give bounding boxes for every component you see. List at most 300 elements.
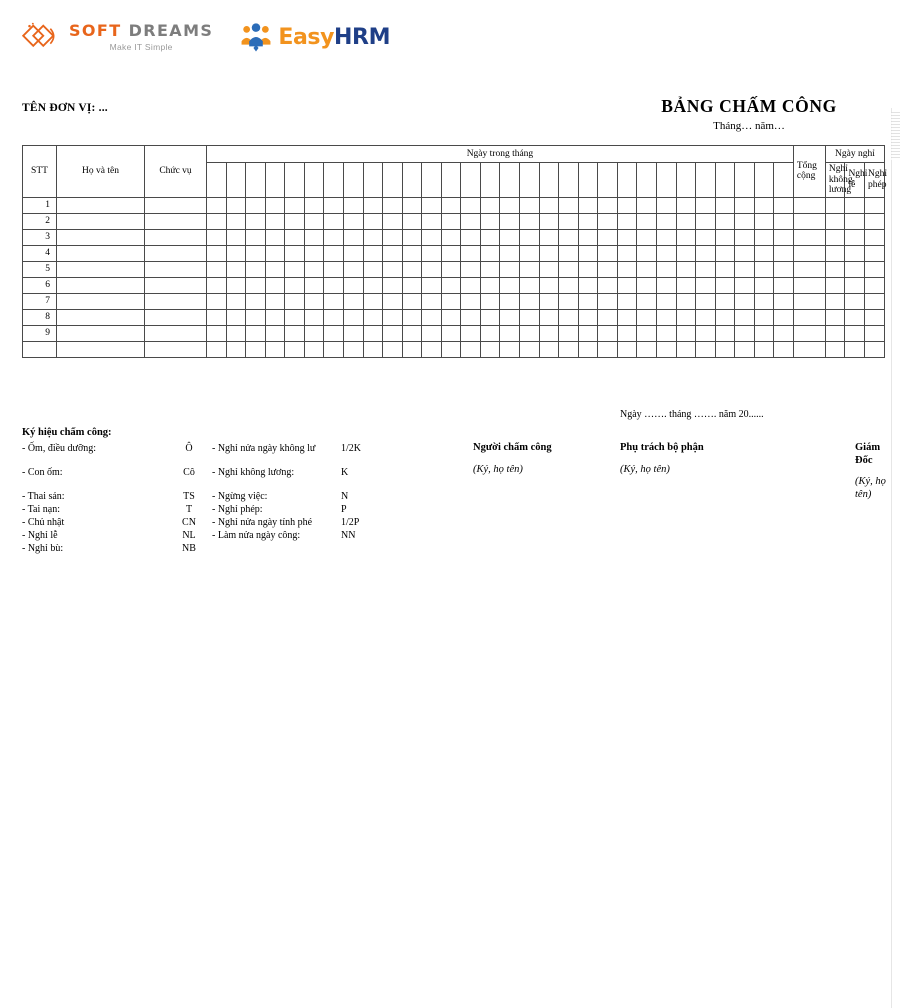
cell-day[interactable] <box>441 213 461 229</box>
cell-day[interactable] <box>402 245 422 261</box>
cell-day[interactable] <box>735 229 755 245</box>
cell-day[interactable] <box>246 229 266 245</box>
cell-day[interactable] <box>324 309 344 325</box>
cell-day[interactable] <box>774 341 794 357</box>
cell-total[interactable] <box>793 213 825 229</box>
cell-day[interactable] <box>304 197 324 213</box>
cell-day[interactable] <box>363 309 383 325</box>
cell-leave-unpaid[interactable] <box>825 229 845 245</box>
cell-day[interactable] <box>343 309 363 325</box>
cell-day[interactable] <box>598 261 618 277</box>
cell-day[interactable] <box>774 229 794 245</box>
cell-day[interactable] <box>520 309 540 325</box>
cell-day[interactable] <box>441 341 461 357</box>
cell-total[interactable] <box>793 277 825 293</box>
cell-day[interactable] <box>246 213 266 229</box>
cell-day[interactable] <box>285 261 305 277</box>
cell-day[interactable] <box>265 293 285 309</box>
cell-day[interactable] <box>578 309 598 325</box>
cell-day[interactable] <box>637 341 657 357</box>
cell-leave-annual[interactable] <box>865 325 885 341</box>
cell-day[interactable] <box>774 245 794 261</box>
cell-day[interactable] <box>363 325 383 341</box>
cell-day[interactable] <box>207 341 227 357</box>
cell-day[interactable] <box>402 229 422 245</box>
cell-day[interactable] <box>441 325 461 341</box>
cell-day[interactable] <box>500 229 520 245</box>
cell-day[interactable] <box>578 229 598 245</box>
cell-day[interactable] <box>578 261 598 277</box>
cell-day[interactable] <box>441 229 461 245</box>
cell-day[interactable] <box>500 213 520 229</box>
cell-leave-holiday[interactable] <box>845 229 865 245</box>
scrollbar-artifact[interactable] <box>891 112 900 160</box>
cell-day[interactable] <box>676 341 696 357</box>
cell-day[interactable] <box>246 293 266 309</box>
cell-role[interactable] <box>145 325 207 341</box>
cell-name[interactable] <box>57 229 145 245</box>
cell-day[interactable] <box>774 325 794 341</box>
cell-leave-holiday[interactable] <box>845 309 865 325</box>
cell-day[interactable] <box>735 309 755 325</box>
cell-day[interactable] <box>461 213 481 229</box>
cell-day[interactable] <box>383 341 403 357</box>
cell-total[interactable] <box>793 325 825 341</box>
cell-day[interactable] <box>676 245 696 261</box>
cell-leave-annual[interactable] <box>865 213 885 229</box>
cell-total[interactable] <box>793 245 825 261</box>
cell-day[interactable] <box>207 325 227 341</box>
cell-day[interactable] <box>285 341 305 357</box>
cell-day[interactable] <box>441 277 461 293</box>
cell-day[interactable] <box>304 341 324 357</box>
cell-leave-holiday[interactable] <box>845 213 865 229</box>
cell-day[interactable] <box>656 277 676 293</box>
cell-day[interactable] <box>715 309 735 325</box>
cell-leave-holiday[interactable] <box>845 277 865 293</box>
cell-day[interactable] <box>676 325 696 341</box>
cell-day[interactable] <box>304 213 324 229</box>
cell-day[interactable] <box>226 293 246 309</box>
cell-day[interactable] <box>774 213 794 229</box>
cell-day[interactable] <box>207 245 227 261</box>
cell-day[interactable] <box>696 293 716 309</box>
cell-day[interactable] <box>715 293 735 309</box>
cell-name[interactable] <box>57 325 145 341</box>
cell-day[interactable] <box>363 341 383 357</box>
cell-day[interactable] <box>617 213 637 229</box>
cell-day[interactable] <box>363 245 383 261</box>
cell-day[interactable] <box>285 213 305 229</box>
cell-day[interactable] <box>207 261 227 277</box>
cell-day[interactable] <box>559 245 579 261</box>
cell-day[interactable] <box>441 293 461 309</box>
cell-leave-annual[interactable] <box>865 229 885 245</box>
cell-day[interactable] <box>363 213 383 229</box>
cell-day[interactable] <box>441 309 461 325</box>
cell-day[interactable] <box>304 229 324 245</box>
cell-day[interactable] <box>598 213 618 229</box>
cell-leave-annual[interactable] <box>865 341 885 357</box>
cell-day[interactable] <box>774 293 794 309</box>
cell-day[interactable] <box>559 293 579 309</box>
cell-day[interactable] <box>520 293 540 309</box>
cell-day[interactable] <box>246 197 266 213</box>
cell-day[interactable] <box>578 293 598 309</box>
cell-day[interactable] <box>617 293 637 309</box>
cell-day[interactable] <box>422 245 442 261</box>
cell-day[interactable] <box>696 245 716 261</box>
cell-day[interactable] <box>500 293 520 309</box>
cell-day[interactable] <box>383 245 403 261</box>
cell-leave-annual[interactable] <box>865 309 885 325</box>
cell-day[interactable] <box>539 277 559 293</box>
cell-day[interactable] <box>520 341 540 357</box>
cell-day[interactable] <box>617 309 637 325</box>
cell-day[interactable] <box>754 325 774 341</box>
cell-day[interactable] <box>598 277 618 293</box>
cell-leave-holiday[interactable] <box>845 293 865 309</box>
cell-day[interactable] <box>715 341 735 357</box>
cell-day[interactable] <box>422 197 442 213</box>
cell-day[interactable] <box>559 261 579 277</box>
cell-day[interactable] <box>207 277 227 293</box>
cell-total[interactable] <box>793 229 825 245</box>
cell-day[interactable] <box>656 197 676 213</box>
cell-day[interactable] <box>578 213 598 229</box>
cell-day[interactable] <box>578 277 598 293</box>
cell-day[interactable] <box>754 277 774 293</box>
cell-day[interactable] <box>520 245 540 261</box>
cell-day[interactable] <box>324 197 344 213</box>
cell-day[interactable] <box>520 229 540 245</box>
cell-day[interactable] <box>343 293 363 309</box>
cell-day[interactable] <box>754 229 774 245</box>
cell-day[interactable] <box>774 197 794 213</box>
cell-day[interactable] <box>461 293 481 309</box>
cell-day[interactable] <box>539 245 559 261</box>
cell-day[interactable] <box>754 261 774 277</box>
cell-day[interactable] <box>304 325 324 341</box>
cell-day[interactable] <box>324 341 344 357</box>
cell-day[interactable] <box>539 325 559 341</box>
cell-day[interactable] <box>754 309 774 325</box>
cell-day[interactable] <box>735 341 755 357</box>
cell-day[interactable] <box>617 261 637 277</box>
cell-day[interactable] <box>265 277 285 293</box>
cell-leave-annual[interactable] <box>865 261 885 277</box>
cell-day[interactable] <box>226 213 246 229</box>
cell-name[interactable] <box>57 213 145 229</box>
cell-leave-holiday[interactable] <box>845 261 865 277</box>
cell-day[interactable] <box>402 325 422 341</box>
cell-day[interactable] <box>285 245 305 261</box>
cell-day[interactable] <box>422 309 442 325</box>
cell-role[interactable] <box>145 197 207 213</box>
cell-day[interactable] <box>696 325 716 341</box>
cell-day[interactable] <box>324 229 344 245</box>
cell-day[interactable] <box>480 293 500 309</box>
cell-day[interactable] <box>343 197 363 213</box>
cell-day[interactable] <box>246 341 266 357</box>
cell-day[interactable] <box>696 213 716 229</box>
cell-day[interactable] <box>735 325 755 341</box>
cell-day[interactable] <box>226 309 246 325</box>
cell-day[interactable] <box>383 309 403 325</box>
cell-day[interactable] <box>422 229 442 245</box>
cell-day[interactable] <box>676 309 696 325</box>
cell-day[interactable] <box>383 277 403 293</box>
cell-day[interactable] <box>246 261 266 277</box>
cell-day[interactable] <box>656 213 676 229</box>
cell-name[interactable] <box>57 341 145 357</box>
cell-role[interactable] <box>145 213 207 229</box>
cell-role[interactable] <box>145 229 207 245</box>
cell-day[interactable] <box>207 309 227 325</box>
cell-day[interactable] <box>656 261 676 277</box>
cell-day[interactable] <box>656 325 676 341</box>
cell-day[interactable] <box>676 293 696 309</box>
cell-leave-annual[interactable] <box>865 277 885 293</box>
cell-day[interactable] <box>520 261 540 277</box>
cell-day[interactable] <box>461 245 481 261</box>
cell-day[interactable] <box>343 229 363 245</box>
cell-day[interactable] <box>402 213 422 229</box>
cell-day[interactable] <box>461 277 481 293</box>
cell-day[interactable] <box>774 309 794 325</box>
cell-day[interactable] <box>304 261 324 277</box>
cell-day[interactable] <box>304 293 324 309</box>
cell-day[interactable] <box>324 245 344 261</box>
cell-day[interactable] <box>539 197 559 213</box>
cell-day[interactable] <box>539 213 559 229</box>
cell-day[interactable] <box>422 261 442 277</box>
cell-role[interactable] <box>145 309 207 325</box>
cell-day[interactable] <box>598 293 618 309</box>
cell-day[interactable] <box>598 245 618 261</box>
cell-day[interactable] <box>559 325 579 341</box>
cell-day[interactable] <box>656 341 676 357</box>
cell-day[interactable] <box>383 229 403 245</box>
cell-day[interactable] <box>520 213 540 229</box>
cell-day[interactable] <box>637 261 657 277</box>
cell-day[interactable] <box>696 197 716 213</box>
cell-day[interactable] <box>246 245 266 261</box>
cell-day[interactable] <box>559 197 579 213</box>
cell-day[interactable] <box>265 261 285 277</box>
cell-leave-holiday[interactable] <box>845 325 865 341</box>
cell-name[interactable] <box>57 245 145 261</box>
cell-day[interactable] <box>754 245 774 261</box>
cell-day[interactable] <box>343 213 363 229</box>
cell-day[interactable] <box>715 197 735 213</box>
cell-day[interactable] <box>715 245 735 261</box>
cell-day[interactable] <box>520 197 540 213</box>
cell-day[interactable] <box>696 277 716 293</box>
cell-day[interactable] <box>735 213 755 229</box>
cell-day[interactable] <box>676 261 696 277</box>
cell-day[interactable] <box>735 277 755 293</box>
cell-day[interactable] <box>539 293 559 309</box>
cell-day[interactable] <box>383 261 403 277</box>
cell-day[interactable] <box>696 341 716 357</box>
cell-leave-annual[interactable] <box>865 245 885 261</box>
cell-day[interactable] <box>559 229 579 245</box>
cell-leave-holiday[interactable] <box>845 197 865 213</box>
cell-day[interactable] <box>559 341 579 357</box>
cell-leave-unpaid[interactable] <box>825 213 845 229</box>
cell-day[interactable] <box>422 341 442 357</box>
cell-day[interactable] <box>735 261 755 277</box>
cell-day[interactable] <box>226 197 246 213</box>
cell-day[interactable] <box>285 293 305 309</box>
cell-name[interactable] <box>57 261 145 277</box>
cell-day[interactable] <box>383 325 403 341</box>
cell-day[interactable] <box>559 213 579 229</box>
cell-day[interactable] <box>304 309 324 325</box>
cell-day[interactable] <box>754 293 774 309</box>
cell-day[interactable] <box>637 229 657 245</box>
cell-day[interactable] <box>226 277 246 293</box>
cell-day[interactable] <box>539 309 559 325</box>
cell-leave-unpaid[interactable] <box>825 197 845 213</box>
cell-name[interactable] <box>57 197 145 213</box>
cell-day[interactable] <box>480 325 500 341</box>
cell-day[interactable] <box>598 341 618 357</box>
cell-name[interactable] <box>57 293 145 309</box>
cell-day[interactable] <box>461 341 481 357</box>
cell-day[interactable] <box>343 325 363 341</box>
cell-day[interactable] <box>598 325 618 341</box>
cell-day[interactable] <box>226 341 246 357</box>
cell-day[interactable] <box>343 245 363 261</box>
cell-leave-unpaid[interactable] <box>825 277 845 293</box>
cell-day[interactable] <box>539 229 559 245</box>
cell-leave-annual[interactable] <box>865 197 885 213</box>
cell-day[interactable] <box>617 229 637 245</box>
cell-day[interactable] <box>617 197 637 213</box>
cell-day[interactable] <box>637 197 657 213</box>
cell-day[interactable] <box>461 261 481 277</box>
cell-day[interactable] <box>578 245 598 261</box>
cell-day[interactable] <box>304 245 324 261</box>
cell-leave-unpaid[interactable] <box>825 245 845 261</box>
cell-day[interactable] <box>422 325 442 341</box>
cell-day[interactable] <box>480 261 500 277</box>
cell-day[interactable] <box>480 277 500 293</box>
cell-day[interactable] <box>383 213 403 229</box>
cell-day[interactable] <box>363 261 383 277</box>
cell-day[interactable] <box>480 229 500 245</box>
cell-day[interactable] <box>402 341 422 357</box>
cell-day[interactable] <box>696 229 716 245</box>
cell-day[interactable] <box>265 229 285 245</box>
cell-day[interactable] <box>285 197 305 213</box>
cell-day[interactable] <box>324 277 344 293</box>
cell-day[interactable] <box>207 213 227 229</box>
cell-leave-holiday[interactable] <box>845 245 865 261</box>
cell-day[interactable] <box>715 213 735 229</box>
cell-day[interactable] <box>480 213 500 229</box>
cell-day[interactable] <box>676 277 696 293</box>
cell-day[interactable] <box>207 197 227 213</box>
cell-day[interactable] <box>774 261 794 277</box>
cell-day[interactable] <box>696 309 716 325</box>
cell-day[interactable] <box>715 229 735 245</box>
cell-day[interactable] <box>598 309 618 325</box>
cell-day[interactable] <box>246 309 266 325</box>
cell-day[interactable] <box>324 213 344 229</box>
cell-day[interactable] <box>383 293 403 309</box>
cell-day[interactable] <box>598 229 618 245</box>
cell-day[interactable] <box>696 261 716 277</box>
cell-day[interactable] <box>735 293 755 309</box>
cell-day[interactable] <box>226 261 246 277</box>
cell-day[interactable] <box>578 325 598 341</box>
cell-day[interactable] <box>637 245 657 261</box>
cell-day[interactable] <box>656 229 676 245</box>
cell-day[interactable] <box>226 245 246 261</box>
cell-day[interactable] <box>265 213 285 229</box>
cell-day[interactable] <box>304 277 324 293</box>
cell-day[interactable] <box>285 277 305 293</box>
cell-day[interactable] <box>246 325 266 341</box>
cell-day[interactable] <box>441 245 461 261</box>
cell-day[interactable] <box>754 197 774 213</box>
cell-day[interactable] <box>676 229 696 245</box>
cell-role[interactable] <box>145 277 207 293</box>
cell-day[interactable] <box>363 293 383 309</box>
cell-day[interactable] <box>207 229 227 245</box>
cell-day[interactable] <box>324 293 344 309</box>
cell-day[interactable] <box>461 229 481 245</box>
cell-day[interactable] <box>265 309 285 325</box>
cell-day[interactable] <box>265 325 285 341</box>
cell-day[interactable] <box>441 261 461 277</box>
cell-day[interactable] <box>461 309 481 325</box>
cell-name[interactable] <box>57 309 145 325</box>
cell-role[interactable] <box>145 261 207 277</box>
cell-leave-unpaid[interactable] <box>825 325 845 341</box>
cell-day[interactable] <box>500 197 520 213</box>
cell-day[interactable] <box>520 277 540 293</box>
cell-day[interactable] <box>246 277 266 293</box>
cell-day[interactable] <box>343 261 363 277</box>
cell-day[interactable] <box>226 325 246 341</box>
cell-day[interactable] <box>715 261 735 277</box>
cell-day[interactable] <box>637 309 657 325</box>
cell-total[interactable] <box>793 341 825 357</box>
cell-day[interactable] <box>656 293 676 309</box>
cell-day[interactable] <box>754 213 774 229</box>
cell-leave-annual[interactable] <box>865 293 885 309</box>
cell-day[interactable] <box>676 213 696 229</box>
cell-leave-unpaid[interactable] <box>825 293 845 309</box>
cell-day[interactable] <box>383 197 403 213</box>
cell-day[interactable] <box>754 341 774 357</box>
cell-day[interactable] <box>402 309 422 325</box>
cell-day[interactable] <box>735 197 755 213</box>
cell-day[interactable] <box>656 245 676 261</box>
cell-total[interactable] <box>793 261 825 277</box>
cell-day[interactable] <box>422 213 442 229</box>
cell-day[interactable] <box>461 197 481 213</box>
cell-day[interactable] <box>637 293 657 309</box>
cell-day[interactable] <box>285 229 305 245</box>
cell-day[interactable] <box>285 309 305 325</box>
cell-day[interactable] <box>402 261 422 277</box>
cell-day[interactable] <box>265 341 285 357</box>
